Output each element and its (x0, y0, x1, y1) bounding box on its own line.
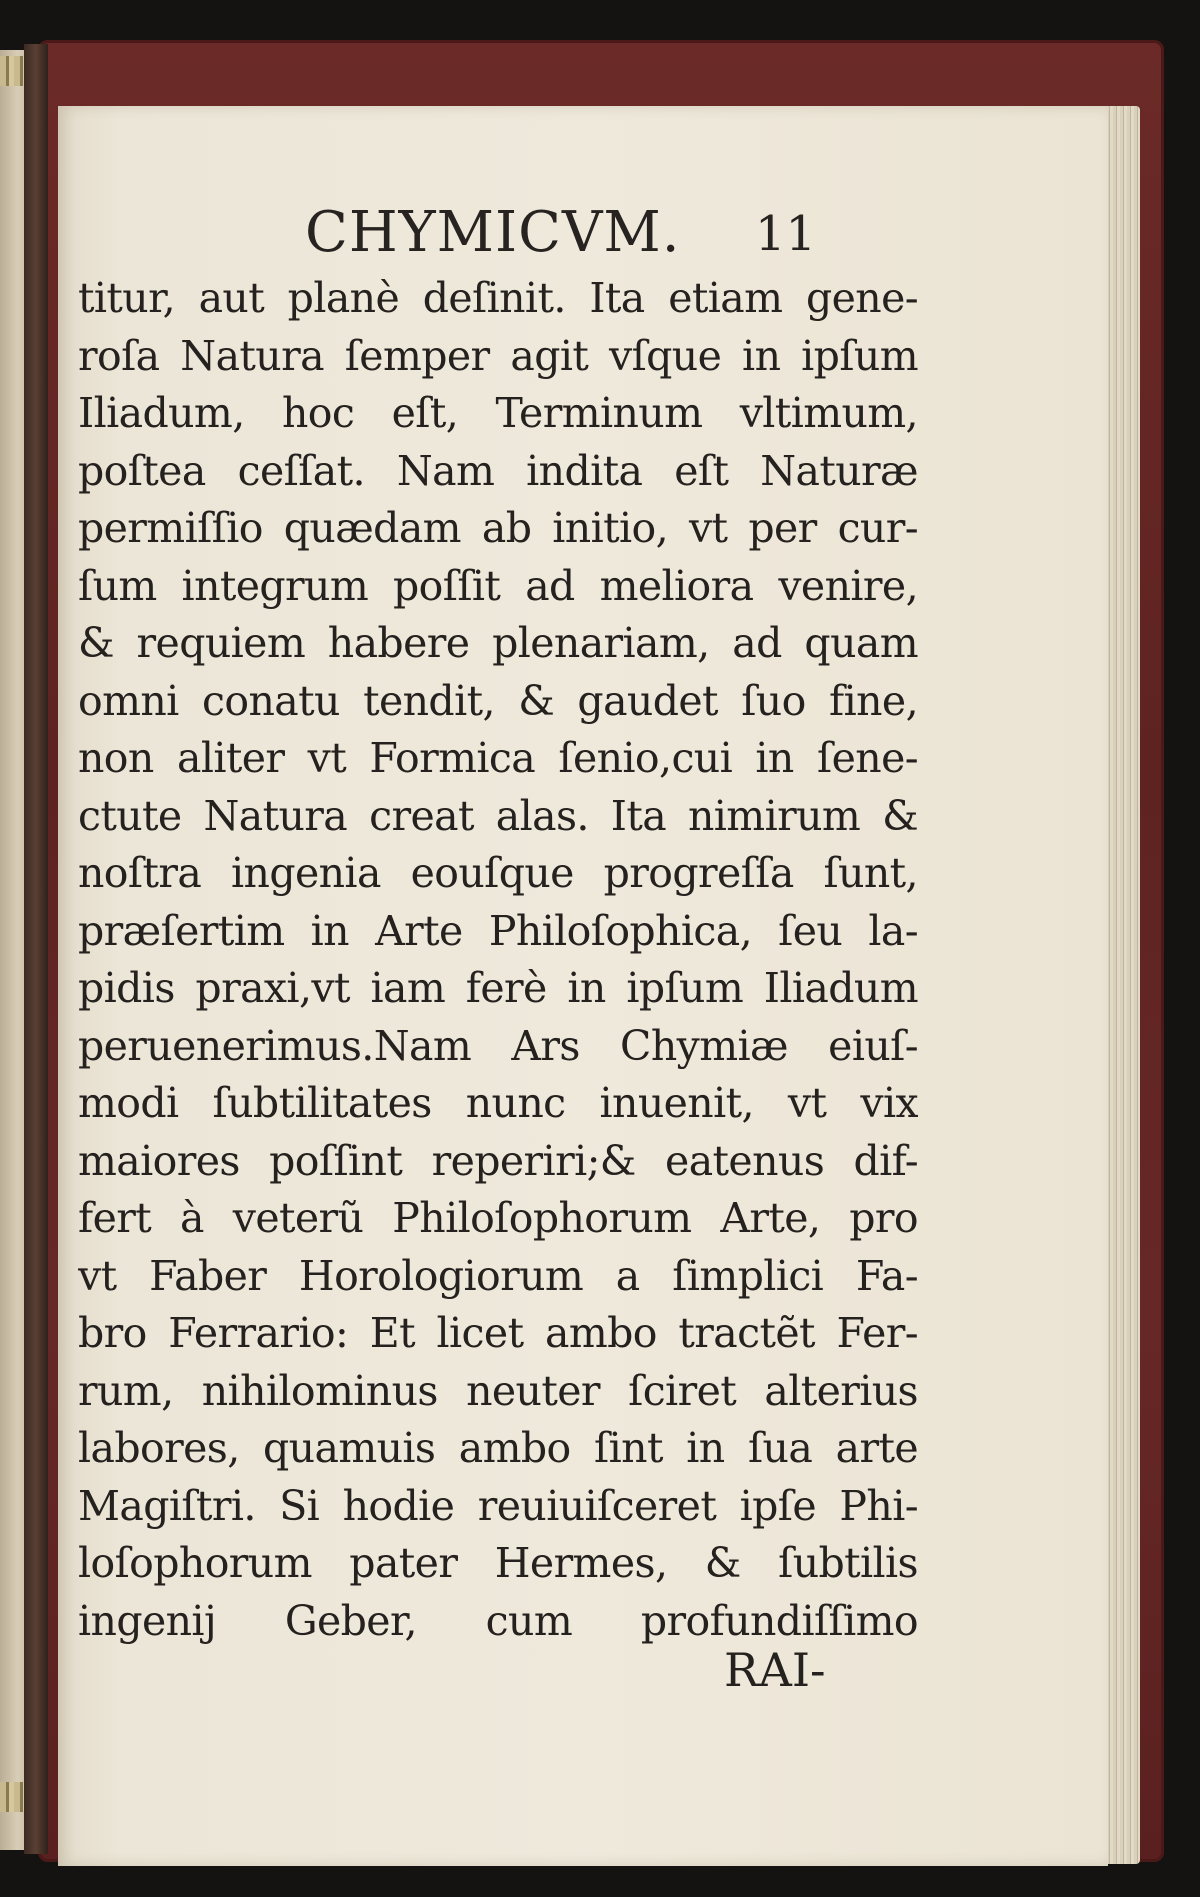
text-line: & requiem habere plenariam, ad quam (78, 619, 918, 667)
text-line: Magiſtri. Si hodie reuiuiſceret ipſe Phi- (78, 1481, 918, 1530)
text-line: bro Ferrario: Et licet ambo tractẽt Fer- (78, 1309, 918, 1357)
text-line: permiſſio quædam ab initio, vt per cur- (78, 504, 918, 552)
text-line: ingenij Geber, cum profundiſſimo (78, 1596, 918, 1645)
text-line: omni conatu tendit, & gaudet ſuo fine, (78, 676, 918, 725)
page-number: 11 (755, 206, 817, 262)
text-line: loſophorum pater Hermes, & ſubtilis (78, 1539, 918, 1587)
running-title: CHYMICVM. (305, 200, 681, 265)
text-line: præſertim in Arte Philoſophica, ſeu la- (78, 906, 918, 955)
text-line: peruenerimus.Nam Ars Chymiæ eiuſ- (78, 1021, 918, 1070)
text-line: pidis praxi,vt iam ferè in ipſum Iliadum (78, 964, 918, 1012)
text-line: rum, nihilominus neuter ſciret alterius (78, 1366, 918, 1415)
text-line: non aliter vt Formica ſenio,cui in ſene- (78, 734, 918, 782)
text-line: Iliadum, hoc eſt, Terminum vltimum, (78, 389, 918, 437)
catchword: RAI- (724, 1643, 826, 1697)
body-text (78, 270, 918, 1650)
text-line: vt Faber Horologiorum a ſimplici Fa- (78, 1251, 918, 1300)
text-line: ctute Natura creat alas. Ita nimirum & (78, 791, 918, 840)
text-line: noſtra ingenia eouſque progreſſa ſunt, (78, 849, 918, 897)
spine-gutter (24, 44, 48, 1854)
text-line: titur, aut planè deſinit. Ita etiam gene- (78, 274, 918, 322)
text-line: maiores poſſint reperiri;& eatenus dif- (78, 1136, 918, 1185)
text-line: modi ſubtilitates nunc inuenit, vt vix (78, 1079, 918, 1127)
text-line: poſtea ceſſat. Nam indita eſt Naturæ (78, 446, 918, 495)
text-line: ſum integrum poſſit ad meliora venire, (78, 561, 918, 610)
text-line: roſa Natura ſemper agit vſque in ipſum (78, 331, 918, 380)
text-line: labores, quamuis ambo ſint in ſua arte (78, 1424, 918, 1472)
text-line: fert à veterũ Philoſophorum Arte, pro (78, 1194, 918, 1242)
page-header (305, 198, 865, 268)
